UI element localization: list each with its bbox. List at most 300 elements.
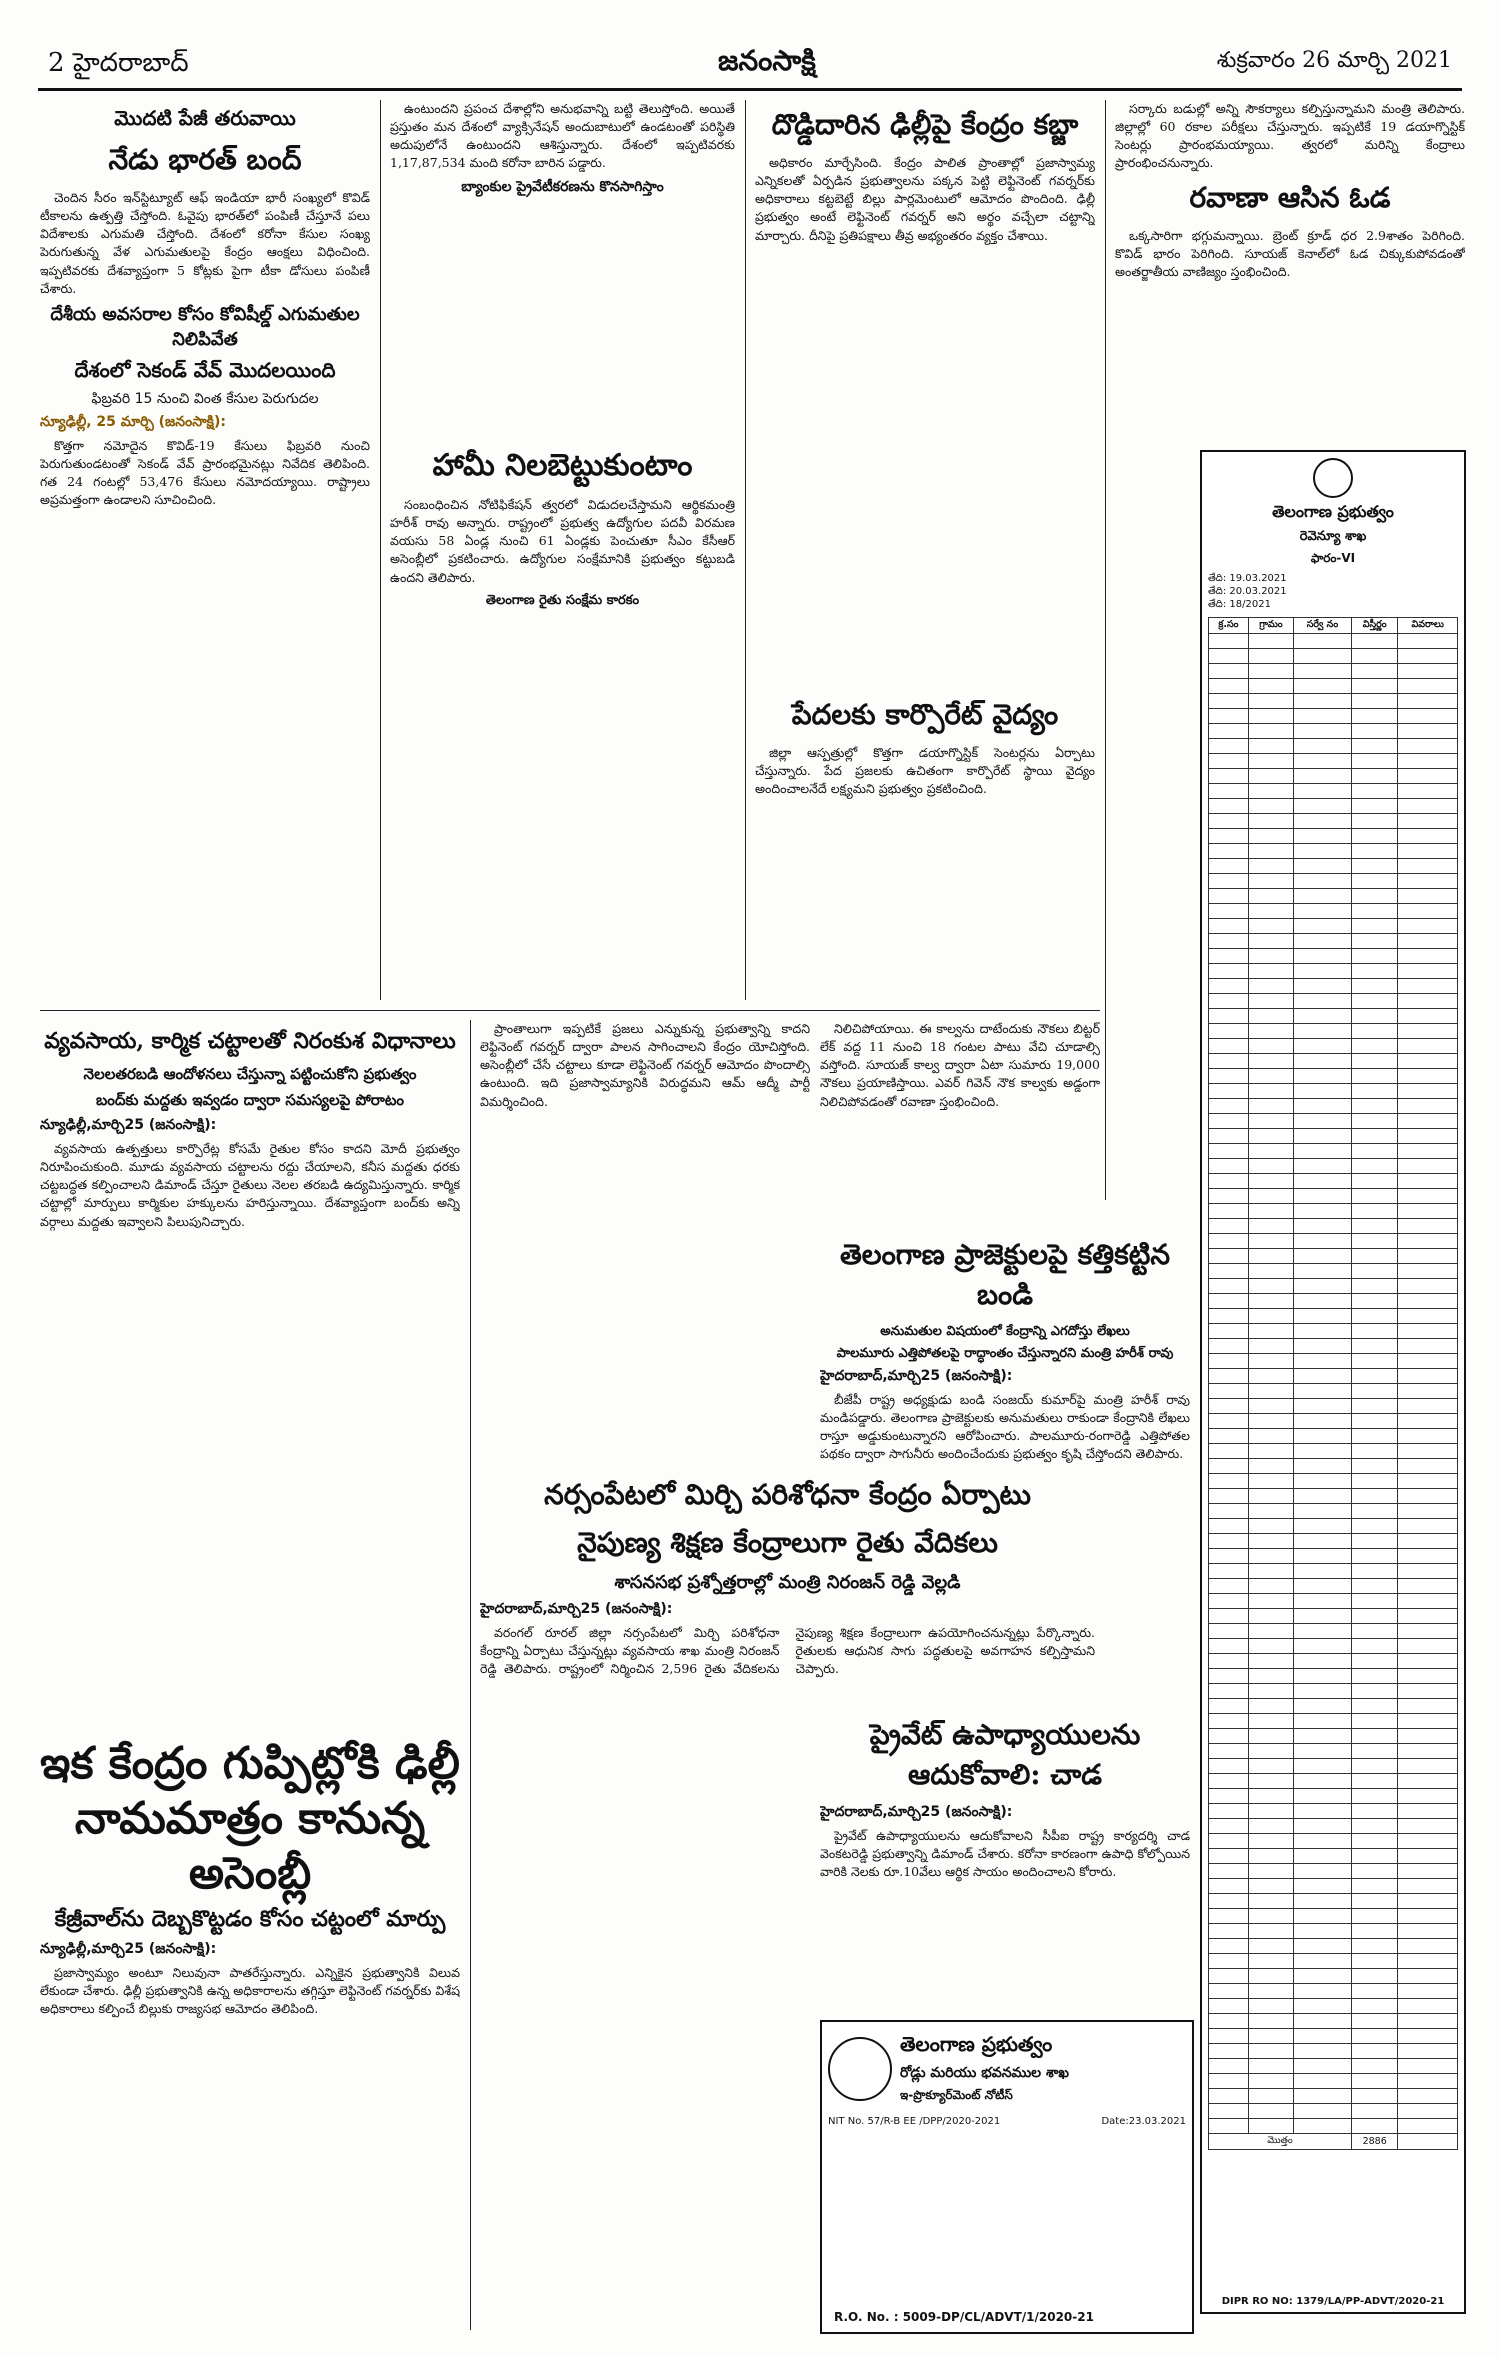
table-cell (1398, 1579, 1458, 1594)
table-cell (1293, 1039, 1351, 1054)
table-row (1209, 964, 1458, 979)
table-cell (1293, 1654, 1351, 1669)
table-cell (1398, 829, 1458, 844)
table-cell (1293, 1084, 1351, 1099)
table-row (1209, 1654, 1458, 1669)
table-row (1209, 1579, 1458, 1594)
tender-advertisement (1200, 450, 1466, 2314)
table-cell (1398, 1924, 1458, 1939)
article-subhead: కేజ్రీవాల్‌ను దెబ్బకొట్టడం కోసం చట్టంలో మార్పు (54, 1907, 446, 1932)
table-row (1209, 904, 1458, 919)
table-cell (1398, 2014, 1458, 2029)
table-cell (1351, 694, 1397, 709)
table-cell (1209, 769, 1249, 784)
article-farmers (40, 1020, 460, 1720)
table-cell (1248, 1534, 1293, 1549)
table-cell (1351, 1819, 1397, 1834)
table-cell (1351, 1534, 1397, 1549)
table-cell (1398, 1999, 1458, 2014)
table-cell (1398, 1294, 1458, 1309)
table-cell (1209, 814, 1249, 829)
table-cell (1209, 1774, 1249, 1789)
table-row (1209, 1714, 1458, 1729)
table-cell (1248, 1459, 1293, 1474)
column-rule (1105, 100, 1106, 1200)
table-cell (1293, 994, 1351, 1009)
table-cell (1248, 1699, 1293, 1714)
table-cell (1351, 934, 1397, 949)
table-cell (1293, 1579, 1351, 1594)
table-cell (1248, 1234, 1293, 1249)
table-cell (1293, 664, 1351, 679)
table-cell (1351, 1084, 1397, 1099)
table-cell (1351, 724, 1397, 739)
table-cell (1209, 859, 1249, 874)
table-cell (1209, 1114, 1249, 1129)
table-cell (1293, 1939, 1351, 1954)
table-cell (1293, 1909, 1351, 1924)
table-cell (1351, 634, 1397, 649)
article-headline: నేడు భారత్ బంద్ (108, 143, 302, 176)
table-cell (1209, 1789, 1249, 1804)
ad-date: తేది: 20.03.2021 (1208, 586, 1287, 597)
table-cell (1248, 1084, 1293, 1099)
table-cell (1248, 784, 1293, 799)
article-corona-count (390, 100, 735, 430)
table-row (1209, 739, 1458, 754)
table-cell (1293, 844, 1351, 859)
table-cell (1248, 754, 1293, 769)
table-cell (1248, 1369, 1293, 1384)
table-cell (1248, 1204, 1293, 1219)
table-cell (1248, 1729, 1293, 1744)
table-row (1209, 1399, 1458, 1414)
table-cell (1248, 1984, 1293, 1999)
table-cell (1248, 994, 1293, 1009)
table-cell (1248, 1354, 1293, 1369)
table-cell (1398, 1729, 1458, 1744)
article-body (820, 1020, 1100, 1111)
table-cell (1209, 1129, 1249, 1144)
table-row (1209, 1444, 1458, 1459)
table-cell (1293, 1444, 1351, 1459)
table-cell (1398, 709, 1458, 724)
table-row (1209, 979, 1458, 994)
article-paragraph: ప్రైవేట్ ఉపాధ్యాయులను ఆదుకోవాలని సీపీఐ రాష్ట్ర కార్యదర్శి చాడ వెంకటరెడ్డి ప్రభుత్వాన్ని డిమాండ్ చేశారు. కరోనా కారణంగా ఉపాధి కోల్పోయిన వారికి నెలకు రూ.10వేలు ఆర్థిక సాయం అందించాలని కోరారు. (820, 1828, 1190, 1880)
table-cell (1248, 664, 1293, 679)
table-cell (1248, 1669, 1293, 1684)
table-cell (1351, 664, 1397, 679)
table-cell (1398, 649, 1458, 664)
table-cell (1209, 1639, 1249, 1654)
table-row (1209, 1819, 1458, 1834)
table-cell (1209, 1834, 1249, 1849)
table-cell (1398, 769, 1458, 784)
article-paragraph: వ్యవసాయ ఉత్పత్తులు కార్పొరేట్ల కోసమే రైతుల కోసం కాదని మోదీ ప్రభుత్వం నిరూపించుకుంది. మూడు వ్యవసాయ చట్టాలను రద్దు చేయాలని, కనీస మద్దతు ధరకు చట్టబద్ధత కల్పించాలని డిమాండ్ చేస్తూ రైతులు నెలల తరబడి ఉద్యమిస్తున్నారు. కార్మిక చట్టాల్లో మార్పులు కార్మికుల హక్కులను హరిస్తున్నాయి. దేశవ్యాప్తంగా బంద్‌కు అన్ని వర్గాలు మద్దతు ఇవ్వాలని పిలుపునిచ్చారు. (40, 1141, 460, 1229)
table-row (1209, 1264, 1458, 1279)
table-cell (1293, 1069, 1351, 1084)
table-cell (1351, 1504, 1397, 1519)
table-cell (1351, 754, 1397, 769)
table-row (1209, 1189, 1458, 1204)
table-row (1209, 1549, 1458, 1564)
article-dateline: న్యూఢిల్లీ,మార్చి25 (జనంసాక్షి): (40, 1941, 217, 1957)
table-cell (1398, 1624, 1458, 1639)
table-cell (1209, 1399, 1249, 1414)
table-cell (1248, 1519, 1293, 1534)
table-cell (1248, 1294, 1293, 1309)
table-cell (1248, 1744, 1293, 1759)
table-row (1209, 1834, 1458, 1849)
table-cell (1209, 1324, 1249, 1339)
table-cell (1293, 709, 1351, 724)
table-cell (1209, 979, 1249, 994)
table-cell (1293, 1894, 1351, 1909)
table-row (1209, 2104, 1458, 2119)
table-cell (1248, 829, 1293, 844)
table-cell (1398, 1129, 1458, 1144)
table-cell (1209, 874, 1249, 889)
government-emblem-icon (1313, 458, 1353, 498)
article-paragraph: జిల్లా ఆస్పత్రుల్లో కొత్తగా డయాగ్నొస్టిక్ సెంటర్లను ఏర్పాటు చేస్తున్నారు. పేద ప్రజలకు ఉచితంగా కార్పొరేట్ స్థాయి వైద్యం అందించాలనేదే లక్ష్యమని ప్రభుత్వం ప్రకటించింది. (755, 745, 1095, 797)
table-cell (1209, 1864, 1249, 1879)
table-cell (1398, 2059, 1458, 2074)
article-headline: హామీ నిలబెట్టుకుంటాం (432, 448, 693, 483)
table-cell (1209, 1579, 1249, 1594)
table-cell (1209, 829, 1249, 844)
table-cell (1351, 1699, 1397, 1714)
table-cell (1398, 874, 1458, 889)
table-cell (1209, 2029, 1249, 2044)
table-cell (1248, 1069, 1293, 1084)
table-cell (1248, 2074, 1293, 2089)
table-cell (1293, 814, 1351, 829)
table-cell (1248, 1609, 1293, 1624)
ad-notice-type: ఇ-ప్రొక్యూర్‌మెంట్ నోటీస్ (900, 2088, 1013, 2102)
table-row (1209, 2029, 1458, 2044)
table-cell (1398, 1819, 1458, 1834)
table-cell (1398, 814, 1458, 829)
column-rule (470, 1020, 471, 2330)
table-cell (1351, 1099, 1397, 1114)
table-row (1209, 1864, 1458, 1879)
table-cell (1293, 874, 1351, 889)
table-row (1209, 1684, 1458, 1699)
table-cell (1398, 1204, 1458, 1219)
table-cell (1398, 1099, 1458, 1114)
table-row (1209, 2059, 1458, 2074)
table-cell (1248, 1429, 1293, 1444)
ad-form: ఫారం-VI (1310, 551, 1356, 565)
table-row (1209, 784, 1458, 799)
table-cell (1293, 1624, 1351, 1639)
article-body (40, 437, 370, 510)
table-cell (1351, 1354, 1397, 1369)
table-cell (1398, 2089, 1458, 2104)
table-row (1209, 634, 1458, 649)
table-cell (1293, 2029, 1351, 2044)
table-cell (1248, 1024, 1293, 1039)
table-cell (1248, 1639, 1293, 1654)
table-cell (1248, 1849, 1293, 1864)
table-cell (1209, 1084, 1249, 1099)
table-cell (1248, 679, 1293, 694)
table-header: క్ర.సం (1209, 618, 1249, 634)
table-cell (1351, 2074, 1397, 2089)
table-cell (1351, 1789, 1397, 1804)
table-cell (1293, 2044, 1351, 2059)
table-cell (1248, 1489, 1293, 1504)
table-cell (1293, 2089, 1351, 2104)
article-headline: నర్సంపేటలో మిర్చి పరిశోధనా కేంద్రం ఏర్పాటు (544, 1478, 1031, 1511)
table-cell (1248, 1834, 1293, 1849)
table-cell (1209, 2089, 1249, 2104)
table-cell (1248, 1924, 1293, 1939)
table-cell (1209, 1159, 1249, 1174)
table-cell (1398, 1354, 1458, 1369)
table-cell (1351, 1909, 1397, 1924)
table-cell (1398, 1114, 1458, 1129)
table-cell (1398, 889, 1458, 904)
table-row (1209, 1879, 1458, 1894)
table-cell (1398, 1039, 1458, 1054)
table-cell (1351, 964, 1397, 979)
table-cell (1209, 1474, 1249, 1489)
article-headline: పేదలకు కార్పొరేట్ వైద్యం (791, 698, 1059, 731)
table-cell (1293, 979, 1351, 994)
table-row (1209, 1024, 1458, 1039)
table-cell (1351, 2059, 1397, 2074)
table-row (1209, 2074, 1458, 2089)
article-middle-col (480, 1020, 810, 1460)
table-cell (1351, 1399, 1397, 1414)
article-paragraph: బీజేపీ రాష్ట్ర అధ్యక్షుడు బండి సంజయ్ కుమార్‌పై మంత్రి హరీశ్ రావు మండిపడ్డారు. తెలంగాణ ప్రాజెక్టులకు అనుమతులు రాకుండా కేంద్రానికి లేఖలు రాస్తూ అడ్డుకుంటున్నారని ఆరోపించారు. పాలమూరు-రంగారెడ్డి ఎత్తిపోతల పథకం ద్వారా సాగునీరు అందించేందుకు ప్రభుత్వం కృషి చేస్తోందని తెలిపారు. (820, 1392, 1190, 1462)
table-cell (1398, 1594, 1458, 1609)
table-cell (1293, 1354, 1351, 1369)
table-row (1209, 1249, 1458, 1264)
article-delhi-control (755, 100, 1095, 680)
table-cell (1248, 769, 1293, 784)
table-cell (1248, 1249, 1293, 1264)
table-cell (1209, 964, 1249, 979)
article-headline: నైపుణ్య శిక్షణ కేంద్రాలుగా రైతు వేదికలు (577, 1526, 998, 1559)
table-cell (1248, 1774, 1293, 1789)
table-row (1209, 664, 1458, 679)
table-cell (1248, 1099, 1293, 1114)
table-cell (1293, 1714, 1351, 1729)
table-row (1209, 2044, 1458, 2059)
table-row (1209, 829, 1458, 844)
table-cell (1248, 889, 1293, 904)
table-row (1209, 1924, 1458, 1939)
column-rule (745, 100, 746, 1000)
table-cell (1209, 1369, 1249, 1384)
table-row (1209, 1069, 1458, 1084)
table-row (1209, 1369, 1458, 1384)
table-cell (1398, 1174, 1458, 1189)
article-body (40, 189, 370, 298)
table-cell (1293, 1339, 1351, 1354)
table-cell (1351, 1519, 1397, 1534)
table-cell (1209, 649, 1249, 664)
table-cell (1293, 1849, 1351, 1864)
table-cell (1398, 1984, 1458, 1999)
table-cell (1351, 1309, 1397, 1324)
table-cell (1351, 1369, 1397, 1384)
table-cell (1351, 1279, 1397, 1294)
table-cell (1209, 1849, 1249, 1864)
table-cell (1398, 859, 1458, 874)
table-cell (1293, 1144, 1351, 1159)
table-cell (1209, 2014, 1249, 2029)
table-row (1209, 949, 1458, 964)
article-paragraph: నిలిచిపోయాయి. ఈ కాల్వను దాటేందుకు నౌకలు బిట్టర్ లేక్ వద్ద 11 నుంచి 18 గంటల పాటు వేచి చూడాల్సి వస్తోంది. సూయజ్ కాల్వ ద్వారా ఏటా సుమారు 19,000 నౌకలు ప్రయాణిస్తాయి. ఎవర్ గివెన్ నౌక కాల్వకు అడ్డంగా నిలిచిపోవడంతో రవాణా స్తంభించింది. (820, 1021, 1100, 1109)
article-projects (820, 1230, 1190, 1700)
article-dateline: న్యూఢిల్లీ, 25 మార్చి (జనంసాక్షి): (40, 413, 226, 430)
table-cell (1351, 1039, 1397, 1054)
table-cell (1248, 1054, 1293, 1069)
table-cell (1248, 1909, 1293, 1924)
table-cell (1293, 1399, 1351, 1414)
table-cell (1351, 979, 1397, 994)
article-headline: ఇక కేంద్రం గుప్పిట్లోకి ఢిల్లీ నామమాత్రం కానున్న అసెంబ్లీ (40, 1738, 460, 1899)
table-header: సర్వే నం (1293, 618, 1351, 634)
table-cell (1398, 664, 1458, 679)
table-cell (1398, 979, 1458, 994)
table-cell (1293, 1054, 1351, 1069)
table-cell (1248, 1759, 1293, 1774)
table-cell (1209, 1669, 1249, 1684)
table-cell (1209, 994, 1249, 1009)
table-cell (1398, 1474, 1458, 1489)
table-row (1209, 1414, 1458, 1429)
table-row (1209, 1219, 1458, 1234)
table-cell (1293, 1204, 1351, 1219)
paper-name: జనంసాక్షి (718, 44, 816, 77)
table-cell (1293, 1324, 1351, 1339)
article-promise (390, 440, 735, 1000)
table-cell (1248, 1624, 1293, 1639)
table-cell (1398, 1804, 1458, 1819)
table-cell (1351, 1264, 1397, 1279)
table-cell (1398, 1249, 1458, 1264)
table-cell (1293, 1984, 1351, 1999)
table-cell (1248, 1714, 1293, 1729)
table-cell (1248, 709, 1293, 724)
table-row (1209, 1504, 1458, 1519)
table-cell (1398, 1024, 1458, 1039)
article-body (390, 100, 735, 173)
table-cell (1248, 1009, 1293, 1024)
article-top-right (1115, 100, 1465, 440)
table-cell (1209, 1999, 1249, 2014)
table-cell (1398, 2119, 1458, 2134)
table-cell (1398, 1744, 1458, 1759)
table-cell (1398, 1939, 1458, 1954)
table-cell (1248, 1474, 1293, 1489)
table-cell (1398, 1534, 1458, 1549)
table-cell (1398, 634, 1458, 649)
table-cell (1248, 1549, 1293, 1564)
table-cell (1398, 1684, 1458, 1699)
table-cell (1351, 1564, 1397, 1579)
table-row (1209, 1594, 1458, 1609)
table-cell (1398, 1909, 1458, 1924)
table-cell (1248, 904, 1293, 919)
article-body (40, 1140, 460, 1231)
page-number: 2 (48, 48, 65, 78)
table-row (1209, 1789, 1458, 1804)
table-cell (1398, 1504, 1458, 1519)
table-row (1209, 1969, 1458, 1984)
table-cell (1209, 784, 1249, 799)
table-cell (1351, 994, 1397, 1009)
article-paragraph: వరంగల్ రూరల్ జిల్లా నర్సంపేటలో మిర్చి పరిశోధనా కేంద్రాన్ని ఏర్పాటు చేస్తున్నట్లు వ్యవసాయ శాఖ మంత్రి నిరంజన్ రెడ్డి తెలిపారు. రాష్ట్రంలో నిర్మించిన 2,596 రైతు వేదికలను నైపుణ్య శిక్షణ కేంద్రాలుగా ఉపయోగించనున్నట్లు పేర్కొన్నారు. రైతులకు ఆధునిక సాగు పద్ధతులపై అవగాహన కల్పిస్తామని చెప్పారు. (480, 1625, 1095, 1677)
table-cell (1248, 979, 1293, 994)
table-row (1209, 1354, 1458, 1369)
article-kicker: మొదటి పేజీ తరువాయి (114, 106, 296, 130)
table-cell (1351, 1054, 1397, 1069)
table-cell (1398, 1444, 1458, 1459)
table-cell (1209, 2119, 1249, 2134)
table-cell (1351, 1999, 1397, 2014)
ad-header (822, 2022, 1192, 2115)
table-cell (1293, 1384, 1351, 1399)
ad-title: తెలంగాణ ప్రభుత్వం (1272, 502, 1394, 521)
table-row (1209, 1174, 1458, 1189)
table-cell (1351, 1324, 1397, 1339)
table-cell (1248, 1879, 1293, 1894)
table-row (1209, 1909, 1458, 1924)
table-cell (1209, 724, 1249, 739)
table-cell (1398, 1714, 1458, 1729)
table-cell (1398, 1759, 1458, 1774)
table-cell (1351, 709, 1397, 724)
table-cell (1398, 1399, 1458, 1414)
table-cell (1351, 1189, 1397, 1204)
table-row (1209, 1144, 1458, 1159)
table-cell (1293, 964, 1351, 979)
table-row (1209, 1804, 1458, 1819)
table-cell (1398, 1864, 1458, 1879)
table-cell (1209, 1414, 1249, 1429)
table-cell (1293, 1429, 1351, 1444)
table-cell (1209, 1549, 1249, 1564)
table-cell (1351, 1144, 1397, 1159)
table-cell (1248, 1399, 1293, 1414)
table-cell (1293, 1279, 1351, 1294)
table-cell (1398, 1564, 1458, 1579)
table-cell (1398, 724, 1458, 739)
table-header: గ్రామం (1248, 618, 1293, 634)
table-cell (1398, 694, 1458, 709)
table-cell (1351, 1114, 1397, 1129)
table-cell (1209, 1054, 1249, 1069)
table-cell (1293, 1234, 1351, 1249)
table-cell (1293, 1414, 1351, 1429)
table-cell (1209, 1519, 1249, 1534)
table-cell (1398, 1084, 1458, 1099)
table-cell (1248, 1894, 1293, 1909)
table-cell (1248, 739, 1293, 754)
article-body (820, 1827, 1190, 1881)
table-row (1209, 2014, 1458, 2029)
table-cell (1351, 829, 1397, 844)
table-cell (1248, 1264, 1293, 1279)
table-row (1209, 1639, 1458, 1654)
table-row (1209, 859, 1458, 874)
table-cell (1209, 1384, 1249, 1399)
